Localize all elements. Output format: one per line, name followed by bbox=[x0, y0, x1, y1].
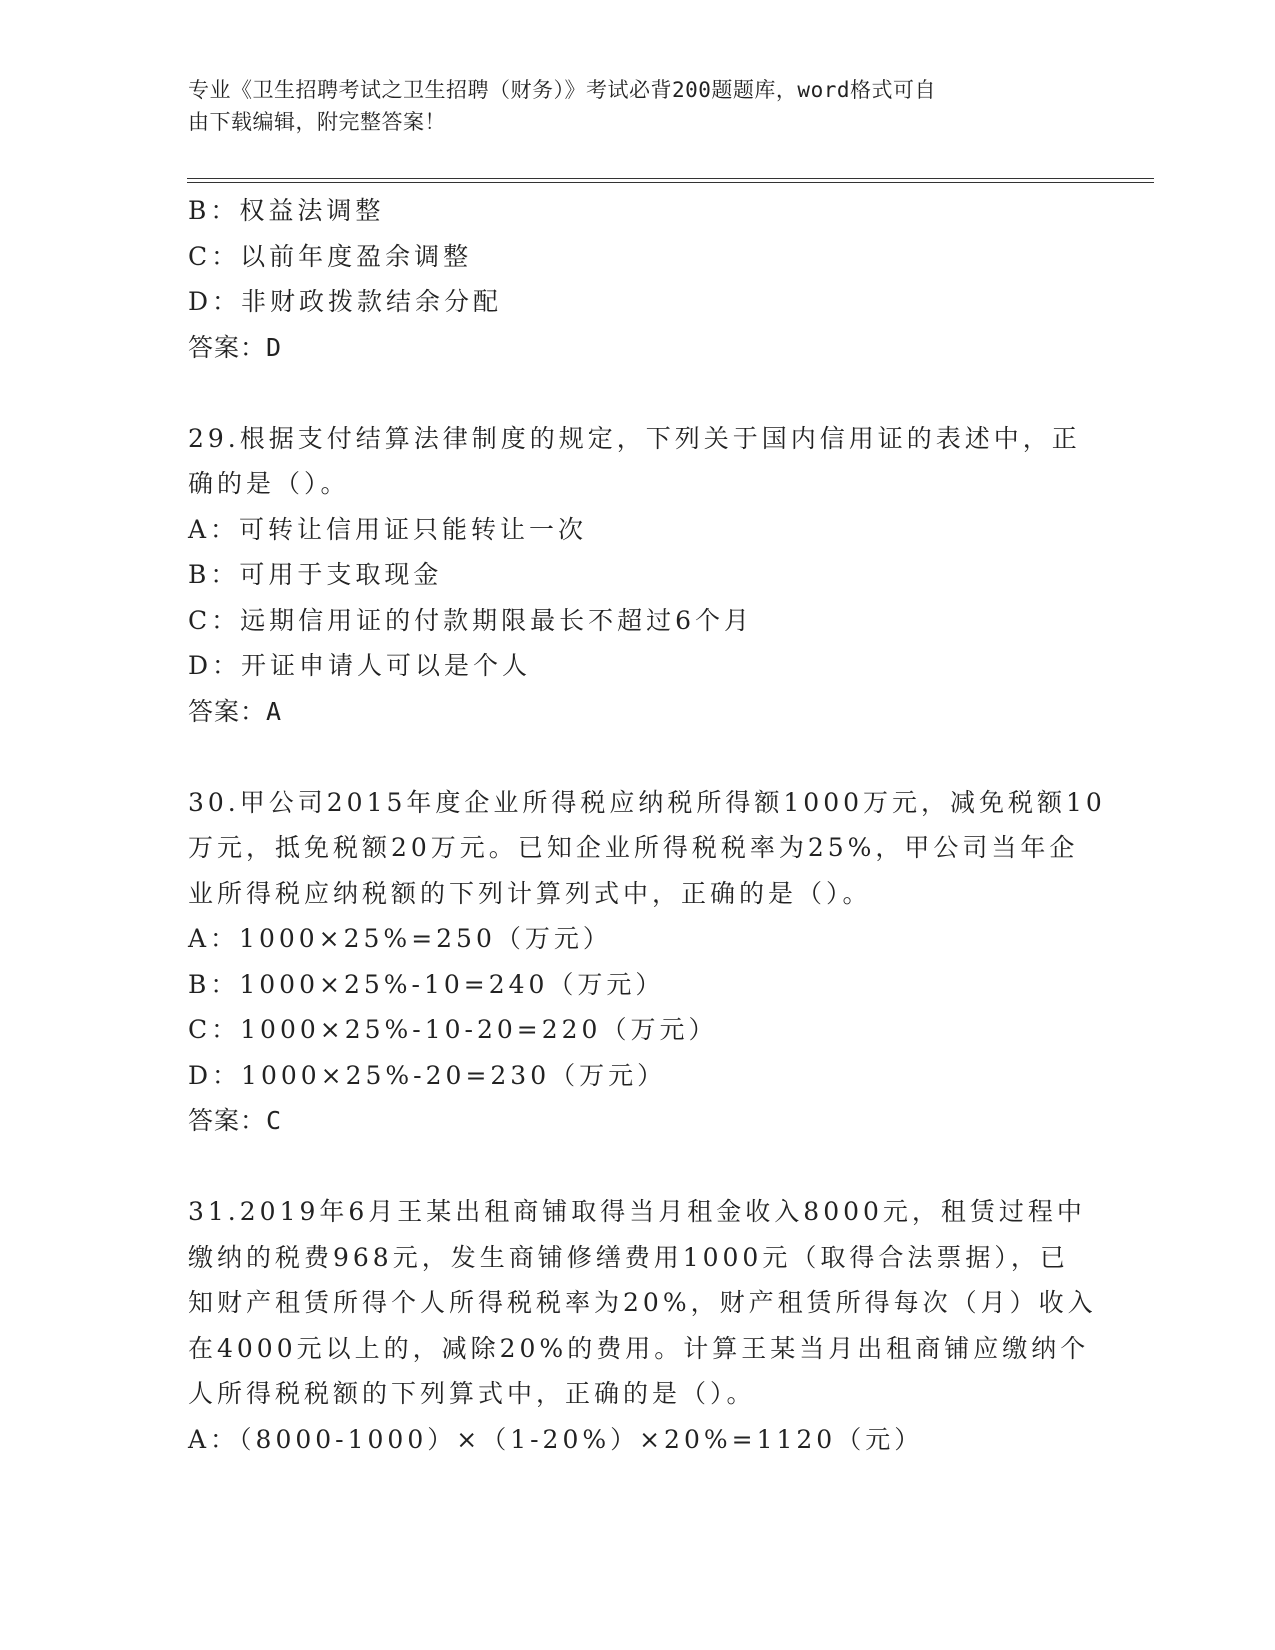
question-stem-line: 缴纳的税费968元，发生商铺修缮费用1000元（取得合法票据），已 bbox=[188, 1242, 1069, 1272]
question-stem-line: 知财产租赁所得个人所得税税率为20%，财产租赁所得每次（月）收入 bbox=[188, 1288, 1097, 1317]
option-c: C：远期信用证的付款期限最长不超过6个月 bbox=[188, 605, 754, 635]
option-d: D：非财政拨款结余分配 bbox=[188, 287, 503, 316]
option-a: A：可转让信用证只能转让一次 bbox=[188, 514, 588, 544]
spacer bbox=[188, 734, 1088, 780]
question-stem-line: 29.根据支付结算法律制度的规定，下列关于国内信用证的表述中，正 bbox=[188, 423, 1081, 453]
question-28-continuation bbox=[188, 188, 1088, 370]
option-c: C：1000×25%-10-20=220（万元） bbox=[188, 1015, 718, 1044]
spacer bbox=[188, 370, 1088, 416]
spacer bbox=[188, 1144, 1088, 1190]
option-c: C：以前年度盈余调整 bbox=[188, 241, 473, 271]
document-body bbox=[188, 188, 1106, 1462]
question-stem-line: 万元，抵免税额20万元。已知企业所得税税率为25%，甲公司当年企 bbox=[188, 833, 1079, 862]
question-31 bbox=[188, 1189, 1097, 1462]
question-stem-line: 人所得税税额的下列算式中，正确的是（）。 bbox=[188, 1379, 756, 1408]
option-b: B：可用于支取现金 bbox=[188, 560, 443, 589]
question-stem-line: 业所得税应纳税额的下列计算列式中，正确的是（）。 bbox=[188, 878, 872, 908]
question-29 bbox=[188, 416, 1088, 735]
answer-line: 答案：D bbox=[188, 332, 283, 362]
question-30 bbox=[188, 780, 1106, 1144]
option-d: D：开证申请人可以是个人 bbox=[188, 651, 532, 680]
option-a: A：（8000-1000）×（1-20%）×20%=1120（元） bbox=[188, 1424, 924, 1454]
question-stem-line: 在4000元以上的，减除20%的费用。计算王某当月出租商铺应缴纳个 bbox=[188, 1333, 1090, 1363]
answer-line: 答案：A bbox=[188, 696, 283, 726]
question-stem-line: 确的是（）。 bbox=[188, 469, 350, 498]
header-line-1: 专业《卫生招聘考试之卫生招聘（财务）》考试必背200题题库，word格式可自 bbox=[188, 78, 936, 102]
option-d: D：1000×25%-20=230（万元） bbox=[188, 1060, 667, 1090]
header-divider-bottom bbox=[187, 182, 1154, 183]
question-stem-line: 31.2019年6月王某出租商铺取得当月租金收入8000元，租赁过程中 bbox=[188, 1197, 1086, 1226]
option-b: B：1000×25%-10=240（万元） bbox=[188, 969, 665, 999]
option-a: A：1000×25%=250（万元） bbox=[188, 924, 612, 953]
document-header bbox=[188, 74, 1088, 138]
question-stem-line: 30.甲公司2015年度企业所得税应纳税所得额1000万元，减免税额10 bbox=[188, 787, 1106, 817]
option-b: B：权益法调整 bbox=[188, 196, 385, 225]
answer-line: 答案：C bbox=[188, 1106, 283, 1135]
header-divider-top bbox=[187, 178, 1154, 179]
header-line-2: 由下载编辑，附完整答案！ bbox=[188, 110, 446, 134]
